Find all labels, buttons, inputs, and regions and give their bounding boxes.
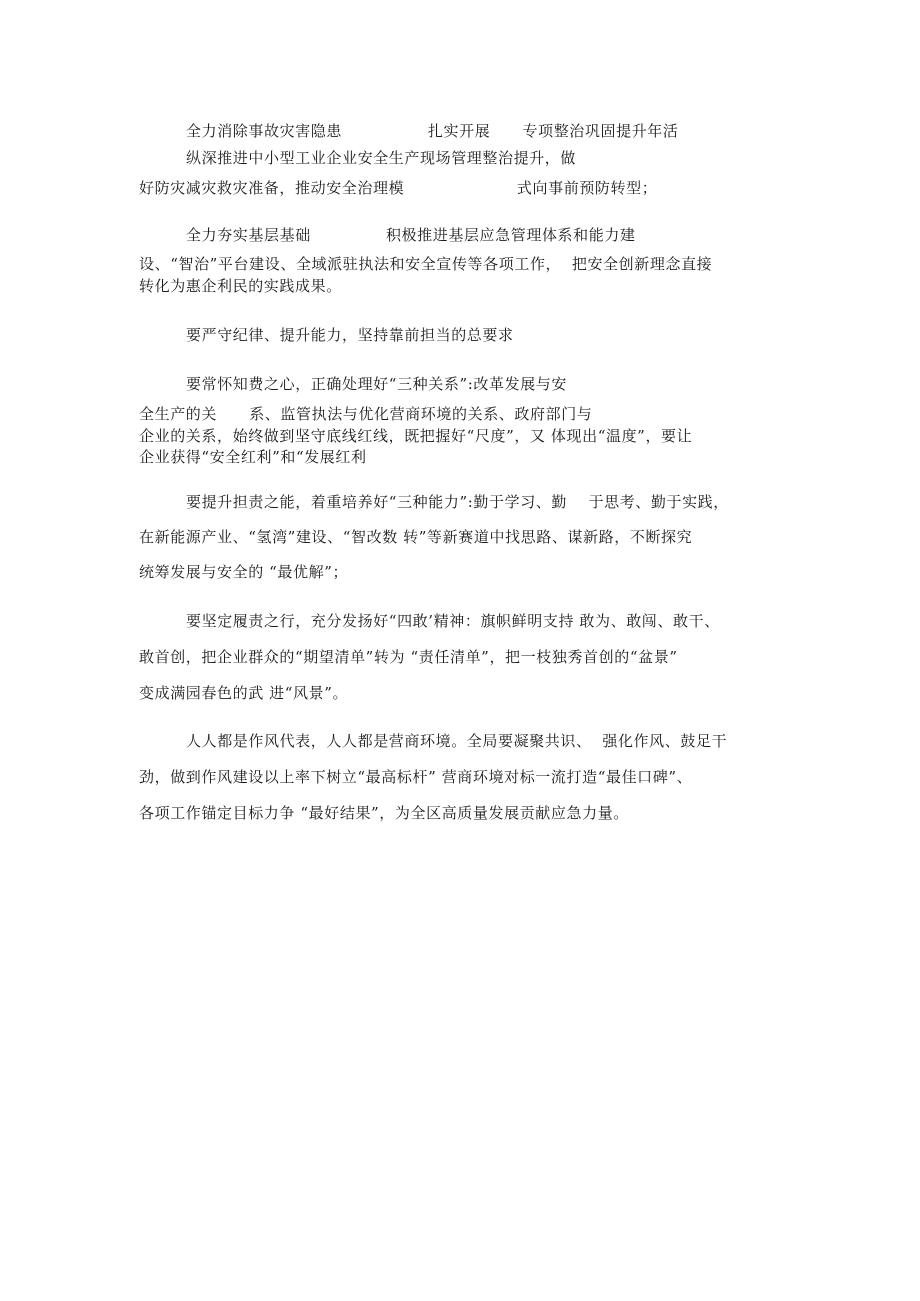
paragraph-6-line-2: 敢首创，把企业群众的“期望清单”转为 “责任清单”，把一枝独秀首创的“盆景” — [139, 648, 678, 666]
paragraph-4-line-2: 全生产的关 系、监管执法与优化营商环境的关系、政府部门与 — [139, 405, 593, 423]
paragraph-5-line-1: 要提升担责之能，着重培养好“三种能力”:勤于学习、勤 于思考、勤于实践， — [186, 493, 729, 511]
paragraph-5-line-3: 统筹发展与安全的 “最优解”； — [139, 563, 349, 581]
paragraph-1-line-2: 纵深推进中小型工业企业安全生产现场管理整治提升，做 — [186, 149, 577, 167]
paragraph-7-line-3: 各项工作锚定目标力争 “最好结果”，为全区高质量发展贡献应急力量。 — [139, 804, 629, 822]
paragraph-1-line-1: 全力消除事故灾害隐患 扎实开展 专项整治巩固提升年活 — [186, 122, 679, 140]
paragraph-6-line-1: 要坚定履责之行，充分发扬好“四敢’精神：旗帜鲜明支持 敢为、敢闯、敢干、 — [186, 612, 720, 630]
paragraph-4-line-4: 企业获得“安全红利”和“发展红利 — [139, 448, 367, 466]
paragraph-7-line-2: 劲，做到作风建设以上率下树立“最高标杆” 营商环境对标一流打造“最佳口碑”、 — [139, 768, 693, 786]
paragraph-4-line-1: 要常怀知费之心，正确处理好“三种关系”:改革发展与安 — [186, 375, 567, 393]
paragraph-7-line-1: 人人都是作风代表，人人都是营商环境。全局要凝聚共识、 强化作风、鼓足干 — [186, 732, 728, 750]
paragraph-2-line-3: 转化为惠企利民的实践成果。 — [139, 277, 342, 295]
paragraph-2-line-1: 全力夯实基层基础 积极推进基层应急管理体系和能力建 — [186, 226, 636, 244]
paragraph-2-line-2: 设、“智治”平台建设、全域派驻执法和安全宣传等各项工作， 把安全创新理念直接 — [139, 255, 713, 273]
paragraph-5-line-2: 在新能源产业、“氢湾”建设、“智改数 转”等新赛道中找思路、谋新路，不断探究 — [139, 528, 693, 546]
paragraph-4-line-3: 企业的关系，始终做到坚守底线红线，既把握好“尺度”，又 体现出“温度”，要让 — [139, 427, 693, 445]
paragraph-3-line-1: 要严守纪律、提升能力，坚持靠前担当的总要求 — [186, 326, 514, 344]
paragraph-6-line-3: 变成满园春色的武 进“风景”。 — [139, 684, 349, 702]
paragraph-1-line-3: 好防灾减灾救灾准备，推动安全治理模 式向事前预防转型； — [139, 179, 658, 197]
